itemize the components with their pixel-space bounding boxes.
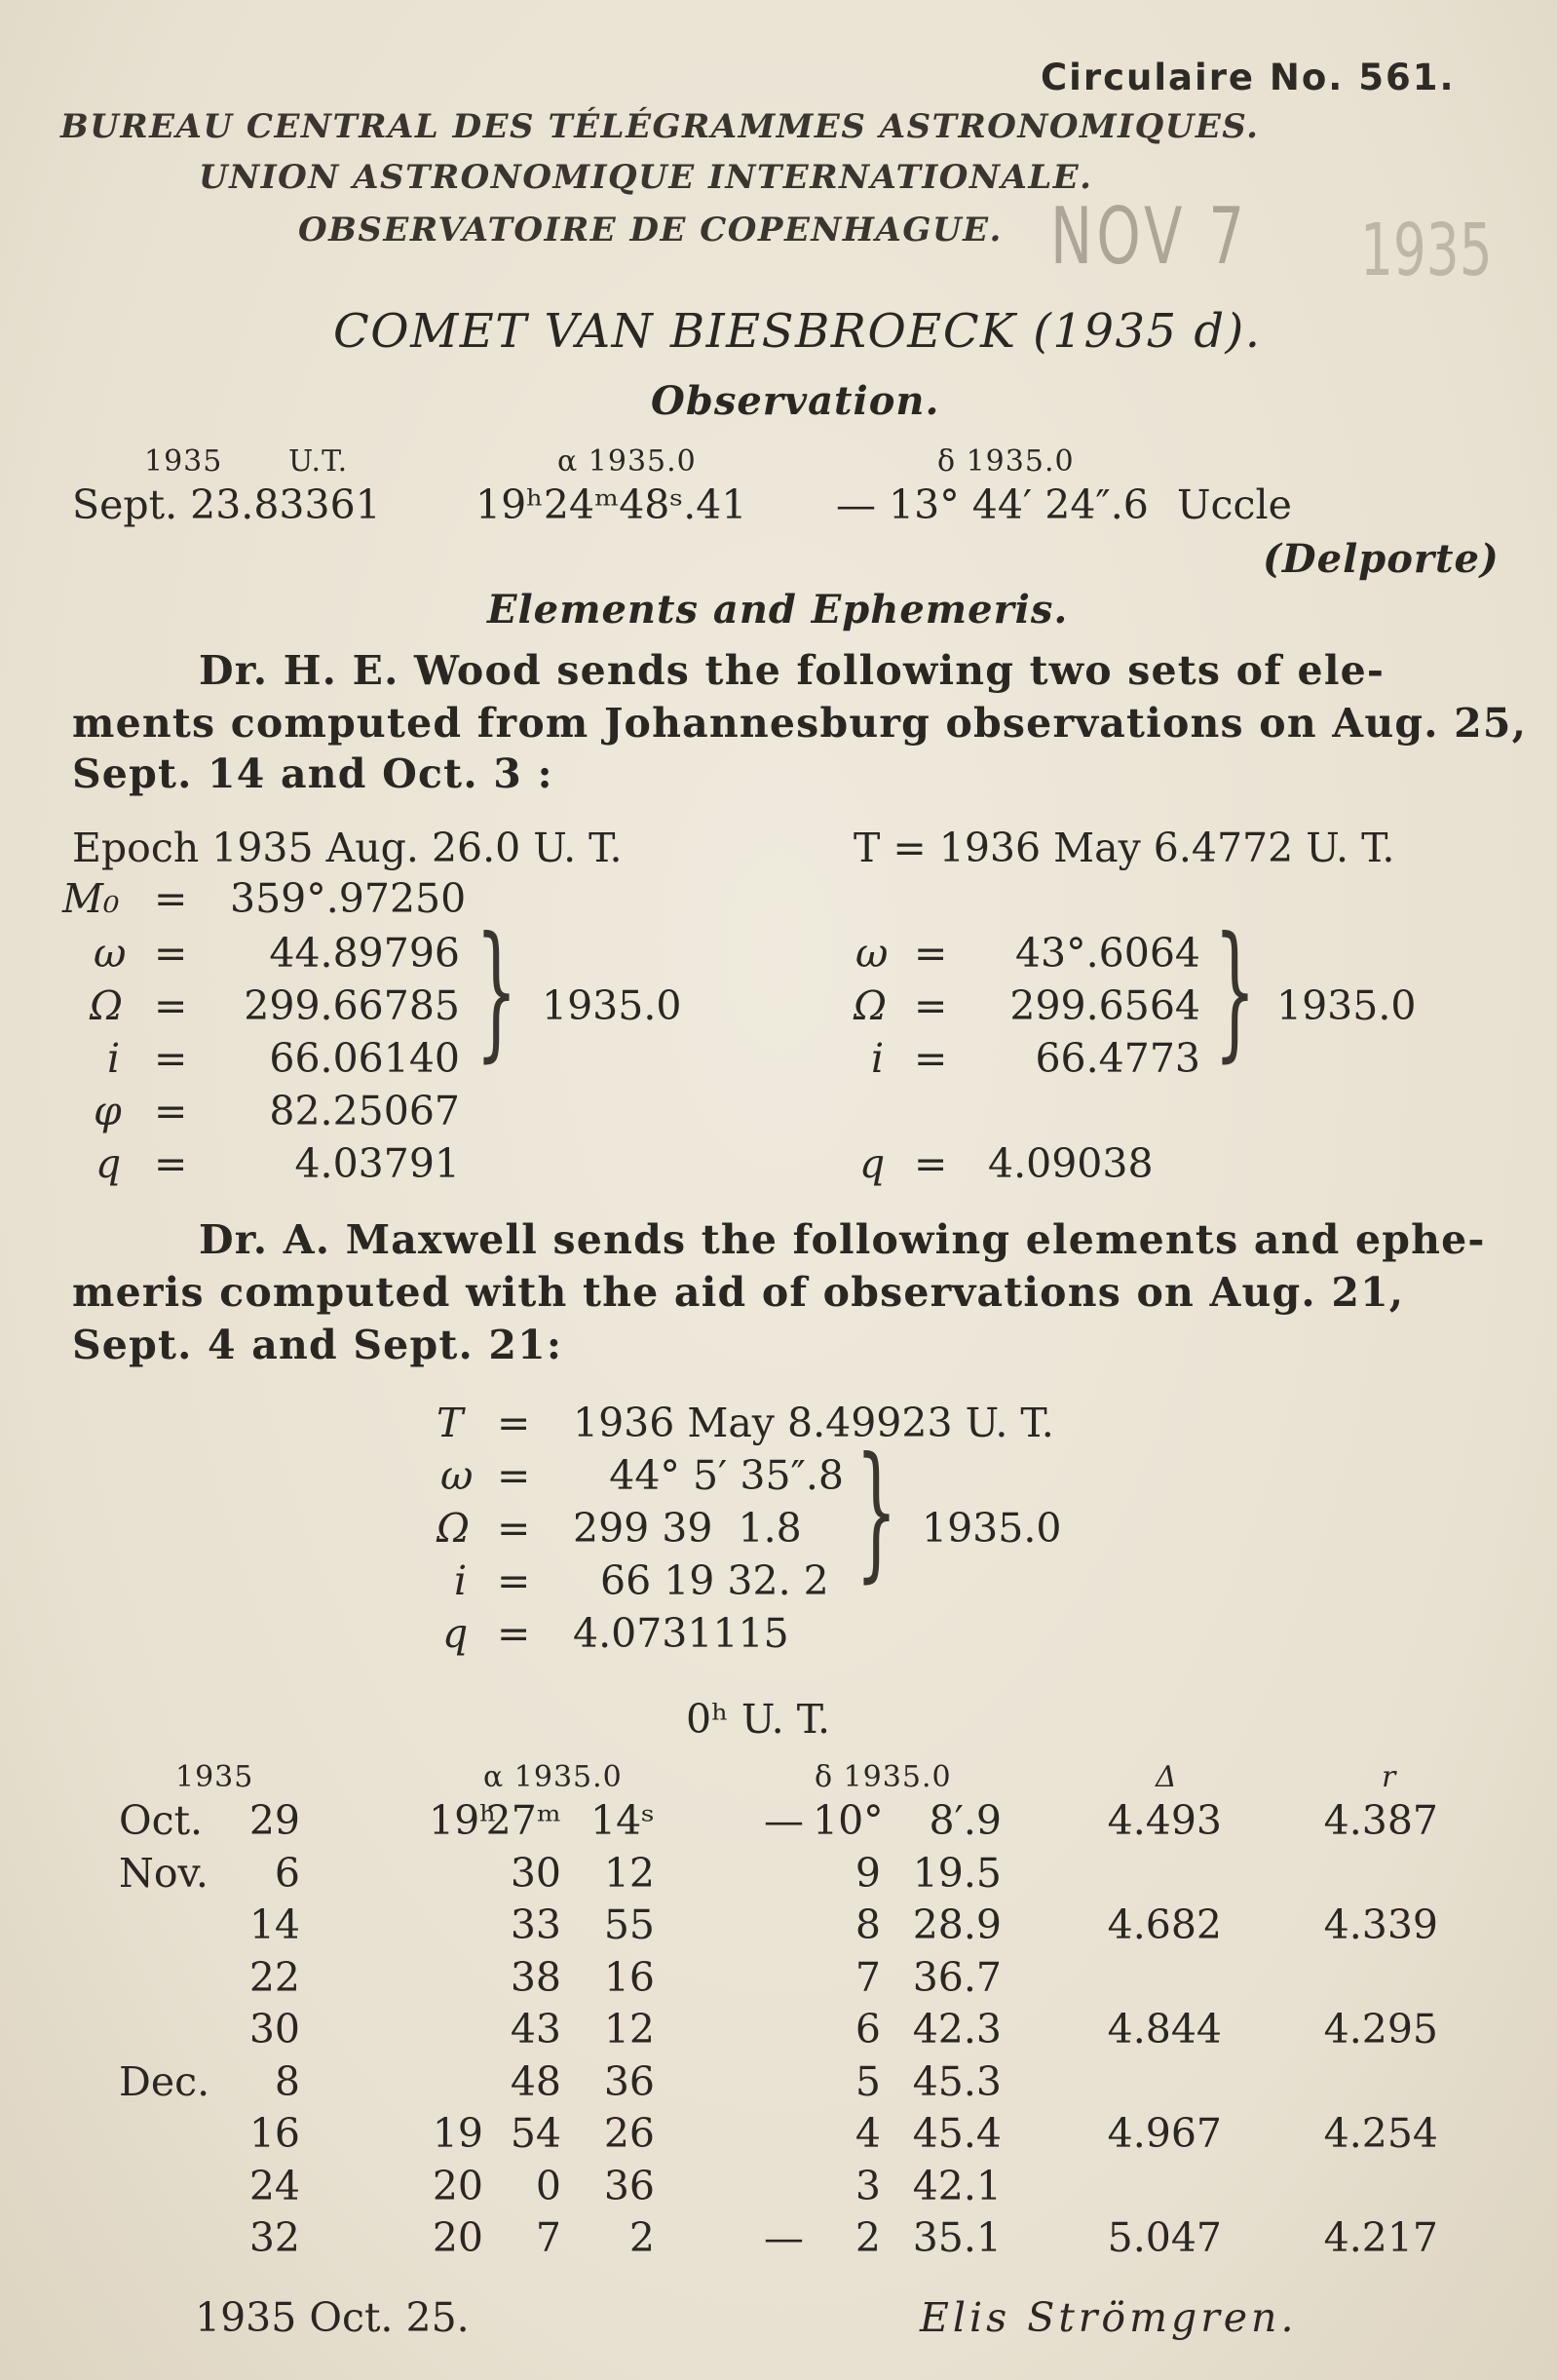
eph-dec-degrees: 9	[854, 1849, 881, 1897]
eph-dec-degrees: 8	[854, 1901, 881, 1948]
eph-r: 4.295	[1323, 2006, 1438, 2053]
wood-para-line1: Dr. H. E. Wood sends the following two sets of ele-	[199, 647, 1386, 694]
eph-delta: 5.047	[1107, 2214, 1222, 2261]
wood-epoch: Epoch 1935 Aug. 26.0 U. T.	[72, 825, 623, 871]
union-line: UNION ASTRONOMIQUE INTERNATIONALE.	[199, 158, 1093, 197]
elem-symbol: i	[107, 1035, 121, 1082]
elem-value: 66 19 32. 2	[600, 1557, 829, 1604]
elem-symbol: q	[95, 1140, 122, 1187]
elem-symbol: ω	[94, 930, 127, 977]
elem-value: 43°.6064	[1014, 930, 1200, 977]
elem-value: 4.09038	[988, 1140, 1154, 1187]
eph-delta: 4.844	[1107, 2006, 1222, 2053]
eph-ra-hours: 19	[432, 2110, 483, 2157]
eph-col-alpha: α 1935.0	[483, 1760, 623, 1794]
obs-delta: — 13° 44′ 24″.6	[836, 481, 1149, 528]
eph-ra-seconds: 14ˢ	[590, 1797, 655, 1844]
elem-value: 4.03791	[294, 1140, 460, 1187]
elem-symbol: i	[454, 1557, 468, 1604]
elem-equals: =	[914, 1140, 948, 1187]
bureau-line: BUREAU CENTRAL DES TÉLÉGRAMMES ASTRONOMIQUES.	[60, 107, 1260, 146]
eph-dec-minutes: 45.4	[912, 2110, 1002, 2157]
wood-para-line3: Sept. 14 and Oct. 3 :	[72, 750, 553, 797]
elem-equals: =	[914, 1035, 948, 1082]
eph-dec-degrees: 6	[854, 2006, 881, 2053]
elem-equals: =	[154, 1140, 188, 1187]
eph-month: Oct.	[119, 1797, 204, 1844]
eph-ra-hours: 20	[432, 2214, 483, 2261]
eph-ra-seconds: 12	[603, 2006, 655, 2053]
obs-col-alpha: α 1935.0	[557, 444, 697, 479]
eph-day: 14	[248, 1901, 300, 1948]
elem-equals: =	[154, 875, 188, 922]
eph-dec-minutes: 42.1	[912, 2162, 1002, 2209]
eph-day: 6	[274, 1849, 300, 1897]
eph-ra-seconds: 12	[603, 1849, 655, 1897]
circular-number: Circulaire No. 561.	[1041, 57, 1456, 98]
elem-equals: =	[154, 982, 188, 1029]
obs-place: Uccle	[1177, 481, 1292, 528]
eph-ra-minutes: 43	[510, 2006, 561, 2053]
ephemeris-heading: 0ʰ U. T.	[686, 1696, 831, 1743]
elem-value: 44° 5′ 35″.8	[609, 1452, 844, 1499]
wood-para-line2: ments computed from Johannesburg observations on Aug. 25,	[72, 700, 1528, 747]
elem-value: 1936 May 8.49923 U. T.	[573, 1400, 1054, 1446]
elem-symbol: i	[871, 1035, 885, 1082]
eph-month: Nov.	[119, 1849, 209, 1897]
elem-value: 299.66785	[244, 982, 460, 1029]
elem-value: 66.4773	[1035, 1035, 1200, 1082]
eph-ra-minutes: 30	[510, 1849, 561, 1897]
elem-symbol: Ω	[90, 982, 123, 1029]
elem-symbol: Ω	[854, 982, 887, 1029]
eph-day: 30	[248, 2006, 300, 2053]
elem-symbol: φ	[94, 1088, 122, 1134]
eph-day: 24	[248, 2162, 300, 2209]
brace-glyph: }	[855, 1427, 897, 1596]
elem-symbol: ω	[855, 930, 889, 977]
elem-equals: =	[914, 930, 948, 977]
eph-r: 4.387	[1323, 1797, 1438, 1844]
brace-glyph: }	[1214, 906, 1256, 1076]
maxwell-para-line2: meris computed with the aid of observations on Aug. 21,	[72, 1269, 1405, 1316]
elem-equals: =	[497, 1610, 531, 1657]
eph-delta: 4.493	[1107, 1797, 1222, 1844]
observation-heading: Observation.	[651, 378, 940, 424]
elem-value: 4.0731115	[573, 1610, 789, 1657]
eph-ra-hours: 20	[432, 2162, 483, 2209]
wood-set2-perihelion: T = 1936 May 6.4772 U. T.	[854, 825, 1395, 871]
obs-col-delta: δ 1935.0	[937, 444, 1075, 479]
eph-ra-minutes: 48	[510, 2057, 561, 2105]
eph-dec-minutes: 28.9	[912, 1901, 1002, 1948]
eph-dec-degrees: 4	[854, 2110, 881, 2157]
received-stamp-year: 1935	[1360, 209, 1493, 292]
maxwell-para-line3: Sept. 4 and Sept. 21:	[72, 1322, 563, 1368]
eph-r: 4.339	[1323, 1901, 1438, 1948]
equinox-label: 1935.0	[542, 982, 682, 1029]
eph-delta: 4.682	[1107, 1901, 1222, 1948]
eph-dec-sign: —	[764, 1797, 804, 1844]
eph-col-year: 1935	[175, 1760, 254, 1794]
eph-day: 32	[248, 2214, 300, 2261]
elem-equals: =	[154, 1035, 188, 1082]
eph-ra-seconds: 26	[603, 2110, 655, 2157]
eph-dec-minutes: 45.3	[912, 2057, 1002, 2105]
eph-day: 8	[274, 2057, 300, 2105]
eph-dec-degrees: 3	[854, 2162, 881, 2209]
eph-ra-minutes: 33	[510, 1901, 561, 1948]
elem-value: 66.06140	[269, 1035, 460, 1082]
elem-value: 82.25067	[269, 1088, 460, 1134]
elem-value: 299 39 1.8	[573, 1505, 802, 1552]
elements-heading: Elements and Ephemeris.	[487, 587, 1069, 633]
elem-equals: =	[497, 1452, 531, 1499]
elem-symbol: T	[437, 1400, 464, 1446]
eph-dec-minutes: 35.1	[912, 2214, 1002, 2261]
eph-ra-seconds: 36	[603, 2057, 655, 2105]
received-stamp: NOV 7	[1050, 191, 1249, 282]
eph-dec-minutes: 19.5	[912, 1849, 1002, 1897]
footer-signature: Elis Strömgren.	[920, 2294, 1298, 2341]
equinox-label: 1935.0	[1276, 982, 1417, 1029]
eph-dec-minutes: 42.3	[912, 2006, 1002, 2053]
elem-value: 299.6564	[1009, 982, 1200, 1029]
eph-day: 16	[248, 2110, 300, 2157]
obs-alpha: 19ʰ24ᵐ48ˢ.41	[475, 481, 747, 528]
footer-date: 1935 Oct. 25.	[195, 2294, 470, 2341]
eph-dec-minutes: 8′.9	[929, 1797, 1002, 1844]
eph-ra-seconds: 36	[603, 2162, 655, 2209]
eph-dec-minutes: 36.7	[912, 1953, 1002, 2001]
elem-equals: =	[154, 1088, 188, 1134]
elem-equals: =	[497, 1557, 531, 1604]
eph-ra-minutes: 7	[535, 2214, 561, 2261]
eph-ra-seconds: 16	[603, 1953, 655, 2001]
elem-symbol: q	[442, 1610, 469, 1657]
elem-equals: =	[914, 982, 948, 1029]
eph-dec-degrees: 7	[854, 1953, 881, 2001]
eph-ra-minutes: 54	[510, 2110, 561, 2157]
eph-dec-sign: —	[764, 2214, 804, 2261]
eph-delta: 4.967	[1107, 2110, 1222, 2157]
eph-r: 4.254	[1323, 2110, 1438, 2157]
eph-dec-degrees: 5	[854, 2057, 881, 2105]
eph-day: 29	[248, 1797, 300, 1844]
eph-dec-degrees: 2	[854, 2214, 881, 2261]
brace-glyph: }	[475, 906, 517, 1076]
eph-ra-seconds: 55	[603, 1901, 655, 1948]
eph-ra-minutes: 38	[510, 1953, 561, 2001]
page-title: COMET VAN BIESBROECK (1935 d).	[333, 304, 1262, 359]
eph-ra-seconds: 2	[628, 2214, 655, 2261]
eph-month: Dec.	[119, 2057, 210, 2105]
eph-ra-hours: 19ʰ	[429, 1797, 497, 1844]
obs-col-ut: U.T.	[288, 444, 349, 479]
eph-ra-minutes: 27ᵐ	[485, 1797, 561, 1844]
eph-ra-minutes: 0	[535, 2162, 561, 2209]
obs-observer: (Delporte)	[1263, 536, 1500, 582]
elem-value: 44.89796	[269, 930, 460, 977]
elem-value: 359°.97250	[230, 875, 467, 922]
obs-date: Sept. 23.83361	[72, 481, 381, 528]
eph-r: 4.217	[1323, 2214, 1438, 2261]
eph-day: 22	[248, 1953, 300, 2001]
elem-equals: =	[497, 1400, 531, 1446]
eph-dec-degrees: 10°	[813, 1797, 884, 1844]
elem-equals: =	[497, 1505, 531, 1552]
maxwell-para-line1: Dr. A. Maxwell sends the following elements and ephe-	[199, 1216, 1486, 1263]
eph-col-geocentric-distance: Δ	[1156, 1760, 1178, 1794]
eph-col-delta: δ 1935.0	[815, 1760, 952, 1794]
elem-symbol: Ω	[437, 1505, 470, 1552]
elem-symbol: M₀	[62, 875, 120, 922]
elem-symbol: q	[859, 1140, 886, 1187]
obs-col-year: 1935	[144, 444, 223, 479]
elem-symbol: ω	[440, 1452, 474, 1499]
eph-col-heliocentric-distance: r	[1382, 1760, 1397, 1794]
elem-equals: =	[154, 930, 188, 977]
equinox-label: 1935.0	[922, 1505, 1062, 1552]
observatory-line: OBSERVATOIRE DE COPENHAGUE.	[298, 211, 1003, 250]
